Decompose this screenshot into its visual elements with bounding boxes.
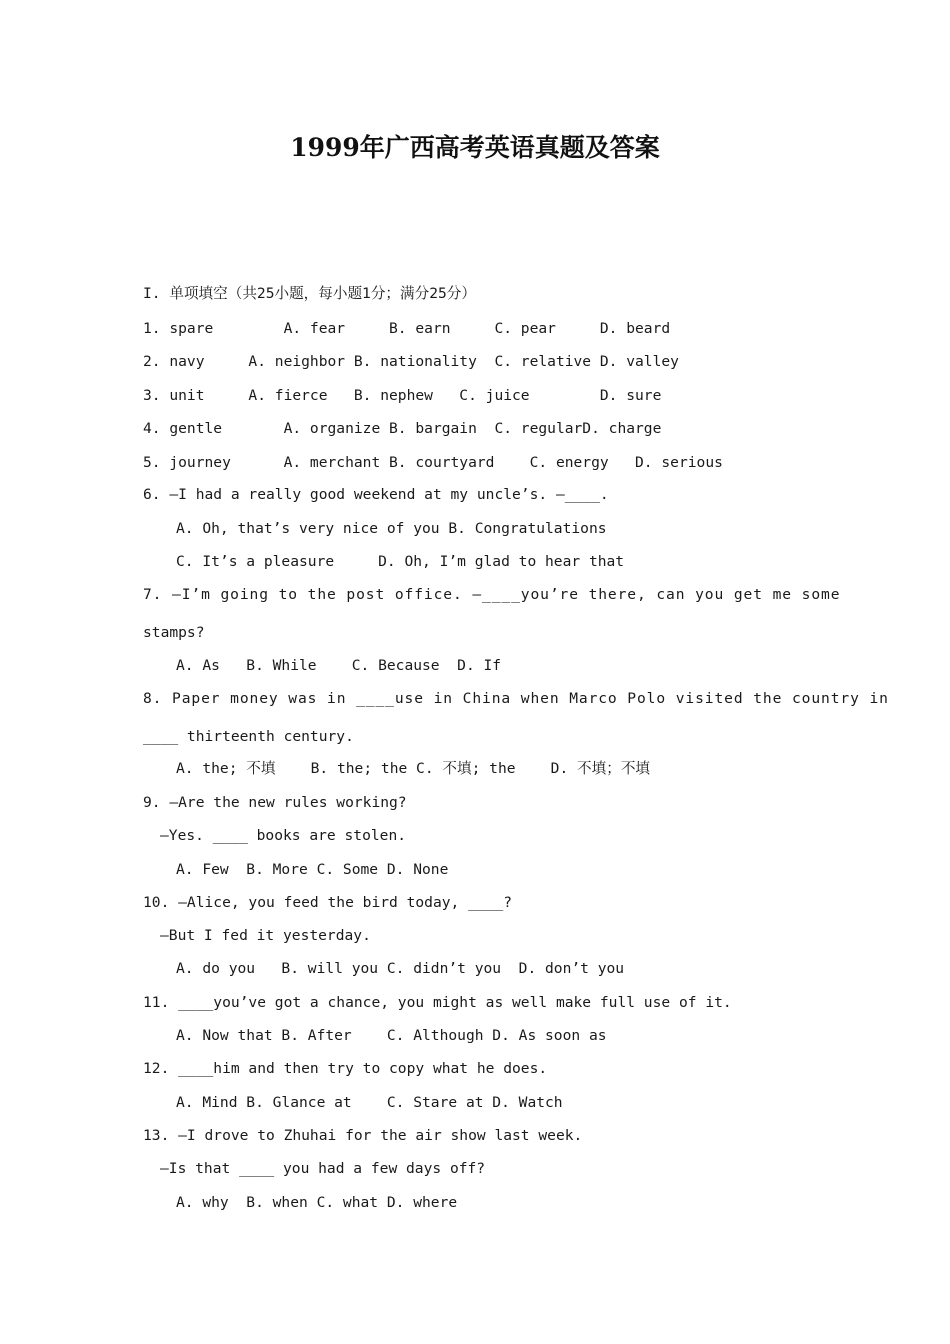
option-line: C. It’s a pleasure D. Oh, I’m glad to hear that (176, 553, 625, 570)
question-line: 6. —I had a really good weekend at my uncle’s. —____. (143, 486, 609, 503)
option-line: A. why B. when C. what D. where (176, 1194, 458, 1211)
question-line: 11. ____you’ve got a chance, you might as well make full use of it. (143, 994, 732, 1011)
dialogue-line: —Yes. ____ books are stolen. (160, 827, 407, 844)
option-line: A. the; 不填 B. the; the C. 不填; the D. 不填；不填 (176, 760, 651, 777)
option-line: A. Mind B. Glance at C. Stare at D. Watch (176, 1094, 563, 1111)
option-line: A. Few B. More C. Some D. None (176, 861, 449, 878)
page-title: 1999年广西高考英语真题及答案 (290, 133, 660, 162)
question-line: 2. navy A. neighbor B. nationality C. relative D. valley (143, 353, 679, 370)
option-line: A. Oh, that’s very nice of you B. Congratulations (176, 520, 607, 537)
question-line: 9. —Are the new rules working? (143, 794, 407, 811)
question-line: ____ thirteenth century. (143, 728, 354, 745)
question-line: 10. —Alice, you feed the bird today, ____? (143, 894, 513, 911)
question-line: 3. unit A. fierce B. nephew C. juice D. sure (143, 387, 662, 404)
question-line: 13. —I drove to Zhuhai for the air show last week. (143, 1127, 583, 1144)
option-line: A. As B. While C. Because D. If (176, 657, 502, 674)
question-line: 12. ____him and then try to copy what he does. (143, 1060, 548, 1077)
question-line: 1. spare A. fear B. earn C. pear D. beard (143, 320, 671, 337)
question-line: 5. journey A. merchant B. courtyard C. energy D. serious (143, 454, 723, 471)
dialogue-line: —Is that ____ you had a few days off? (160, 1160, 486, 1177)
option-line: A. do you B. will you C. didn’t you D. don’t you (176, 960, 625, 977)
section-heading: I. 单项填空（共25小题，每小题1分；满分25分） (143, 285, 476, 302)
question-line: 8. Paper money was in ____use in China when Marco Polo visited the country in (143, 690, 889, 707)
question-line: stamps? (143, 624, 205, 641)
option-line: A. Now that B. After C. Although D. As soon as (176, 1027, 607, 1044)
question-line: 4. gentle A. organize B. bargain C. regularD. charge (143, 420, 662, 437)
dialogue-line: —But I fed it yesterday. (160, 927, 371, 944)
question-line: 7. —I’m going to the post office. —____you’re there, can you get me some (143, 586, 841, 603)
